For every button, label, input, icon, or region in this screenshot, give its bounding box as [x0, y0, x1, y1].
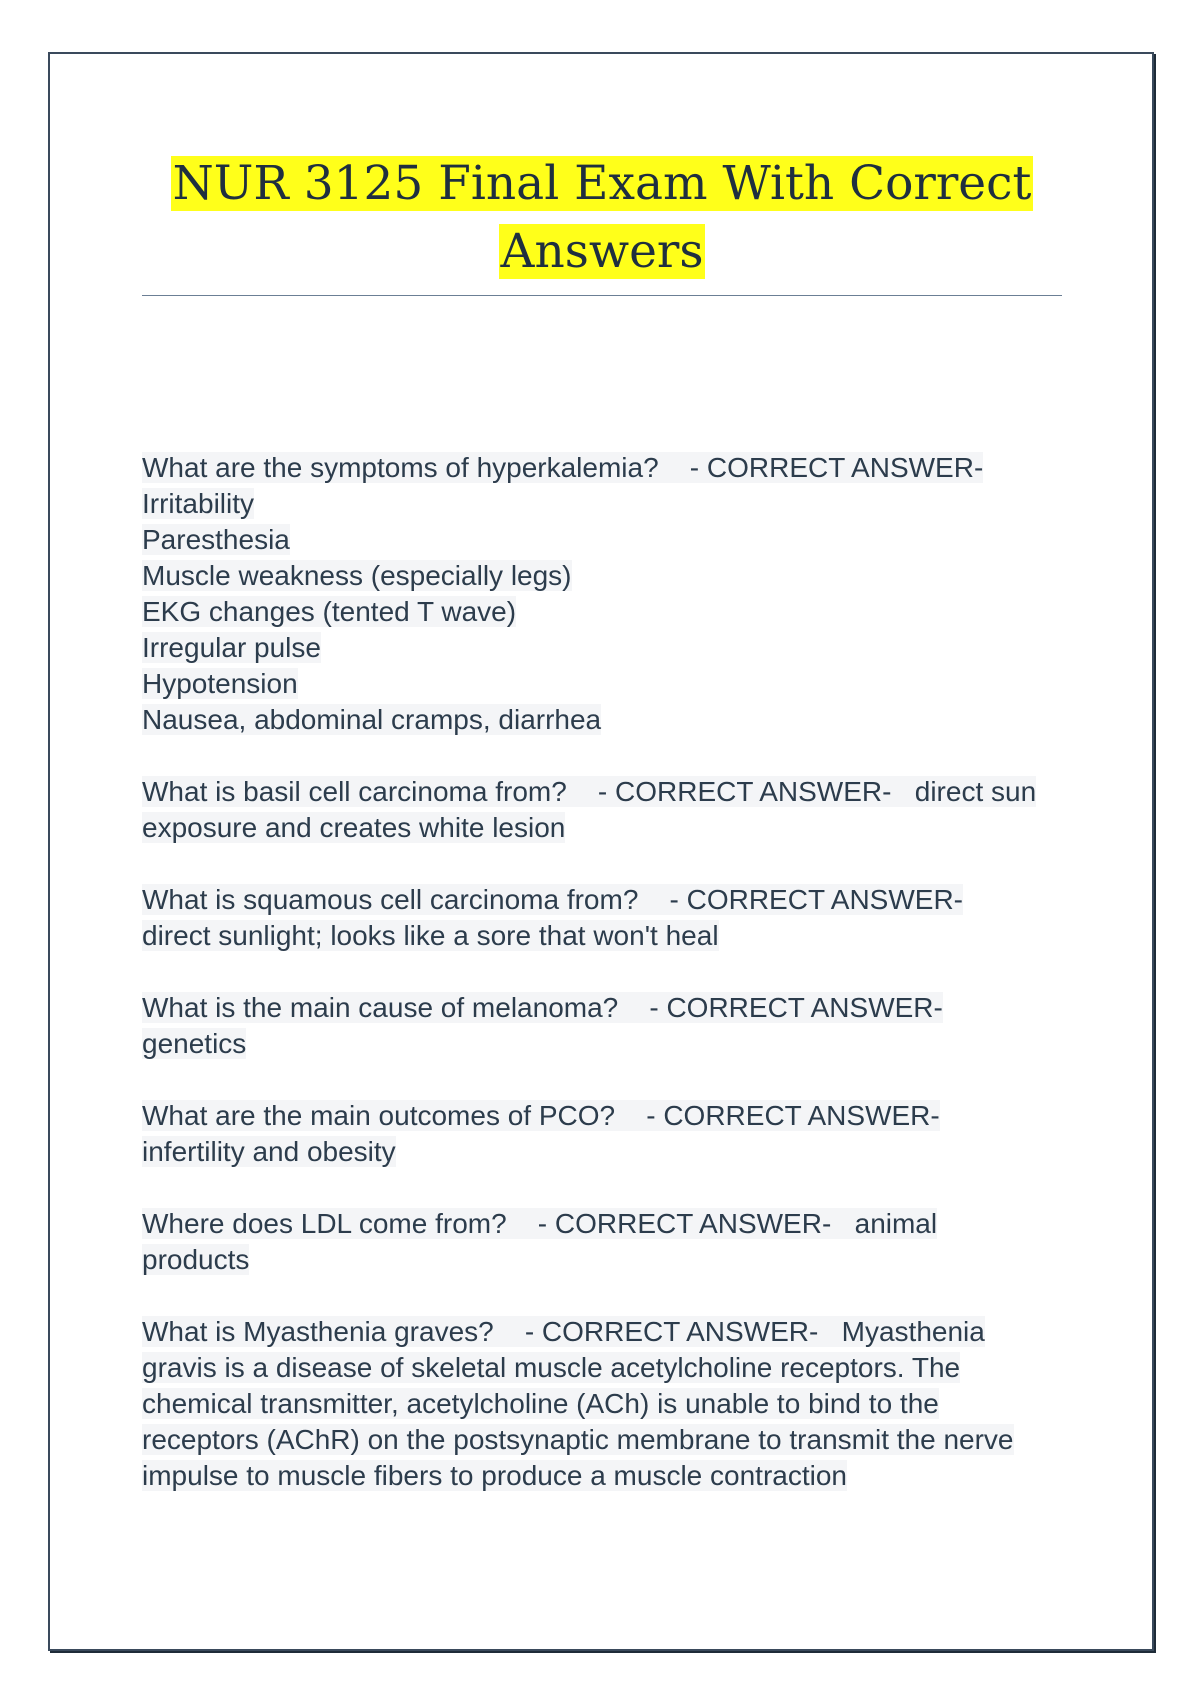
qa-question-line [142, 774, 1082, 810]
qa-line-text: Irregular pulse [142, 632, 321, 663]
qa-question-line [142, 1314, 1082, 1350]
qa-answer-line [142, 522, 1082, 558]
qa-answer-line [142, 918, 1082, 954]
qa-line-text: Irritability [142, 488, 255, 519]
qa-item [142, 1314, 1082, 1494]
qa-line-text: EKG changes (tented T wave) [142, 596, 517, 627]
qa-line-text: Where does LDL come from? - CORRECT ANSWER- animal [142, 1208, 938, 1239]
qa-item [142, 882, 1082, 954]
qa-line-text: Hypotension [142, 668, 298, 699]
qa-line-text: What is Myasthenia graves? - CORRECT ANSWER- Myasthenia [142, 1316, 985, 1347]
qa-question-line [142, 1206, 1082, 1242]
qa-line-text: exposure and creates white lesion [142, 812, 566, 843]
qa-answer-line [142, 810, 1082, 846]
qa-item [142, 990, 1082, 1062]
document-title [140, 150, 1064, 286]
qa-line-text: gravis is a disease of skeletal muscle acetylcholine receptors. The [142, 1352, 961, 1383]
qa-answer-line [142, 1026, 1082, 1062]
qa-line-text: Muscle weakness (especially legs) [142, 560, 572, 591]
qa-answer-line [142, 1386, 1082, 1422]
qa-answer-line [142, 1134, 1082, 1170]
qa-question-line [142, 1098, 1082, 1134]
qa-line-text: genetics [142, 1028, 247, 1059]
qa-answer-line [142, 630, 1082, 666]
qa-answer-line [142, 702, 1082, 738]
qa-answer-line [142, 486, 1082, 522]
qa-line-text: What are the symptoms of hyperkalemia? - CORRECT ANSWER- [142, 452, 984, 483]
title-block [140, 150, 1064, 286]
qa-item [142, 774, 1082, 846]
qa-line-text: chemical transmitter, acetylcholine (ACh) is unable to bind to the [142, 1388, 939, 1419]
qa-question-line [142, 882, 1082, 918]
qa-line-text: What are the main outcomes of PCO? - CORRECT ANSWER- [142, 1100, 940, 1131]
qa-answer-line [142, 594, 1082, 630]
qa-line-text: What is basil cell carcinoma from? - CORRECT ANSWER- direct sun [142, 776, 1037, 807]
qa-answer-line [142, 1422, 1082, 1458]
qa-question-line [142, 450, 1082, 486]
qa-line-text: products [142, 1244, 250, 1275]
qa-line-text: infertility and obesity [142, 1136, 396, 1167]
qa-item [142, 450, 1082, 738]
qa-line-text: What is the main cause of melanoma? - CORRECT ANSWER- [142, 992, 943, 1023]
qa-item [142, 1098, 1082, 1170]
qa-line-text: Paresthesia [142, 524, 290, 555]
qa-question-line [142, 990, 1082, 1026]
qa-answer-line [142, 1458, 1082, 1494]
qa-line-text: impulse to muscle fibers to produce a muscle contraction [142, 1460, 847, 1491]
title-highlight: NUR 3125 Final Exam With Correct Answers [172, 156, 1032, 279]
qa-answer-line [142, 1350, 1082, 1386]
title-divider [142, 295, 1062, 296]
qa-line-text: direct sunlight; looks like a sore that won't heal [142, 920, 719, 951]
qa-list [142, 450, 1082, 1530]
qa-answer-line [142, 1242, 1082, 1278]
qa-line-text: What is squamous cell carcinoma from? - CORRECT ANSWER- [142, 884, 964, 915]
qa-item [142, 1206, 1082, 1278]
qa-line-text: Nausea, abdominal cramps, diarrhea [142, 704, 602, 735]
qa-answer-line [142, 666, 1082, 702]
qa-answer-line [142, 558, 1082, 594]
qa-line-text: receptors (AChR) on the postsynaptic membrane to transmit the nerve [142, 1424, 1014, 1455]
